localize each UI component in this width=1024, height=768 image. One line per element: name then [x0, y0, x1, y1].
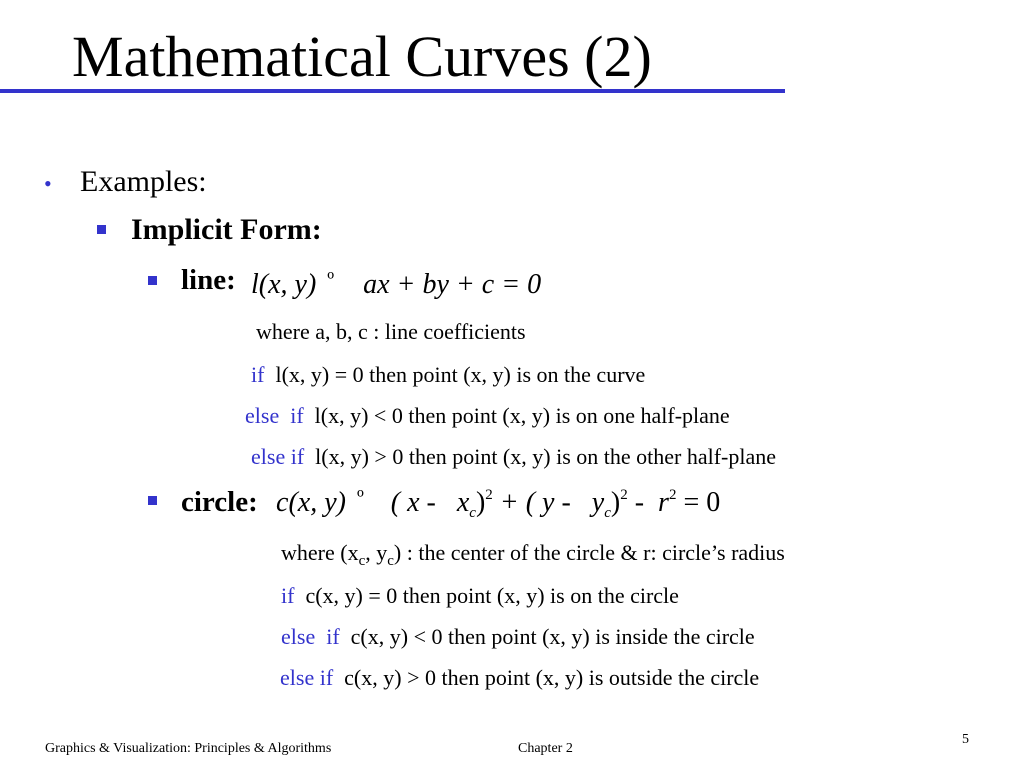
- equiv-symbol: º: [327, 267, 335, 292]
- circle-equation: [276, 485, 720, 522]
- line-equation: [251, 267, 541, 301]
- circle-where: [281, 540, 785, 569]
- circle-where-sub2: c: [387, 553, 394, 569]
- circle-if-row: [281, 583, 679, 609]
- implicit-form-heading: Implicit Form:: [131, 213, 322, 246]
- footer-book-title: Graphics & Visualization: Principles & Algorithms: [45, 741, 332, 756]
- line-if-text: l(x, y) = 0 then point (x, y) is on the curve: [275, 362, 646, 387]
- circle-part3: + ( y - y: [499, 487, 605, 518]
- footer-chapter: Chapter 2: [518, 741, 573, 756]
- slide-title: Mathematical Curves (2): [72, 24, 652, 89]
- line-args: (x, y): [258, 269, 317, 300]
- line-elseif1-text: l(x, y) < 0 then point (x, y) is on one half-plane: [314, 403, 730, 428]
- circle-fn: c: [276, 487, 289, 518]
- circle-elseif1-row: [281, 624, 755, 650]
- else-if-keyword: else if: [251, 444, 305, 469]
- line-where: where a, b, c : line coefficients: [256, 319, 526, 344]
- line-elseif2-row: [251, 444, 776, 470]
- line-elseif2-text: l(x, y) > 0 then point (x, y) is on the other half-plane: [315, 444, 777, 469]
- circle-where-b: , y: [365, 540, 388, 565]
- circle-part6: = 0: [683, 487, 721, 518]
- examples-text: Examples:: [80, 165, 207, 198]
- circle-label: circle:: [181, 486, 258, 518]
- circle-sup1: 2: [485, 487, 493, 503]
- circle-sup2: 2: [620, 487, 628, 503]
- circle-part2: ): [475, 487, 486, 518]
- circle-where-c: ) : the center of the circle & r: circle’s radius: [393, 540, 785, 565]
- circle-sup3: 2: [668, 487, 677, 503]
- bullet-square: [148, 276, 157, 285]
- else-if-keyword: else if: [280, 665, 334, 690]
- line-elseif1-row: [245, 403, 730, 429]
- else-if-keyword: else if: [245, 403, 304, 428]
- line-rhs: ax + by + c = 0: [363, 269, 542, 300]
- title-underline: [0, 89, 785, 93]
- circle-elseif1-text: c(x, y) < 0 then point (x, y) is inside the circle: [350, 624, 755, 649]
- line-fn: l: [251, 269, 259, 300]
- line-if-row: [251, 362, 645, 388]
- circle-elseif2-text: c(x, y) > 0 then point (x, y) is outside the circle: [344, 665, 760, 690]
- circle-where-a: where (x: [281, 540, 359, 565]
- circle-part1: ( x - x: [390, 487, 470, 518]
- circle-part5: - r: [634, 487, 669, 518]
- circle-if-text: c(x, y) = 0 then point (x, y) is on the circle: [305, 583, 679, 608]
- circle-part4: ): [610, 487, 621, 518]
- if-keyword: if: [281, 583, 295, 608]
- circle-sub-c1: c: [469, 505, 476, 521]
- circle-elseif2-row: [280, 665, 759, 691]
- page-number: 5: [962, 732, 969, 747]
- bullet-dot: •: [44, 171, 52, 196]
- bullet-square: [148, 496, 157, 505]
- equiv-symbol: º: [356, 485, 364, 510]
- else-if-keyword: else if: [281, 624, 340, 649]
- circle-args: (x, y): [288, 487, 346, 518]
- bullet-square: [97, 225, 106, 234]
- if-keyword: if: [251, 362, 265, 387]
- circle-where-sub1: c: [358, 553, 366, 569]
- line-label: line:: [181, 264, 236, 296]
- circle-sub-c2: c: [604, 505, 611, 521]
